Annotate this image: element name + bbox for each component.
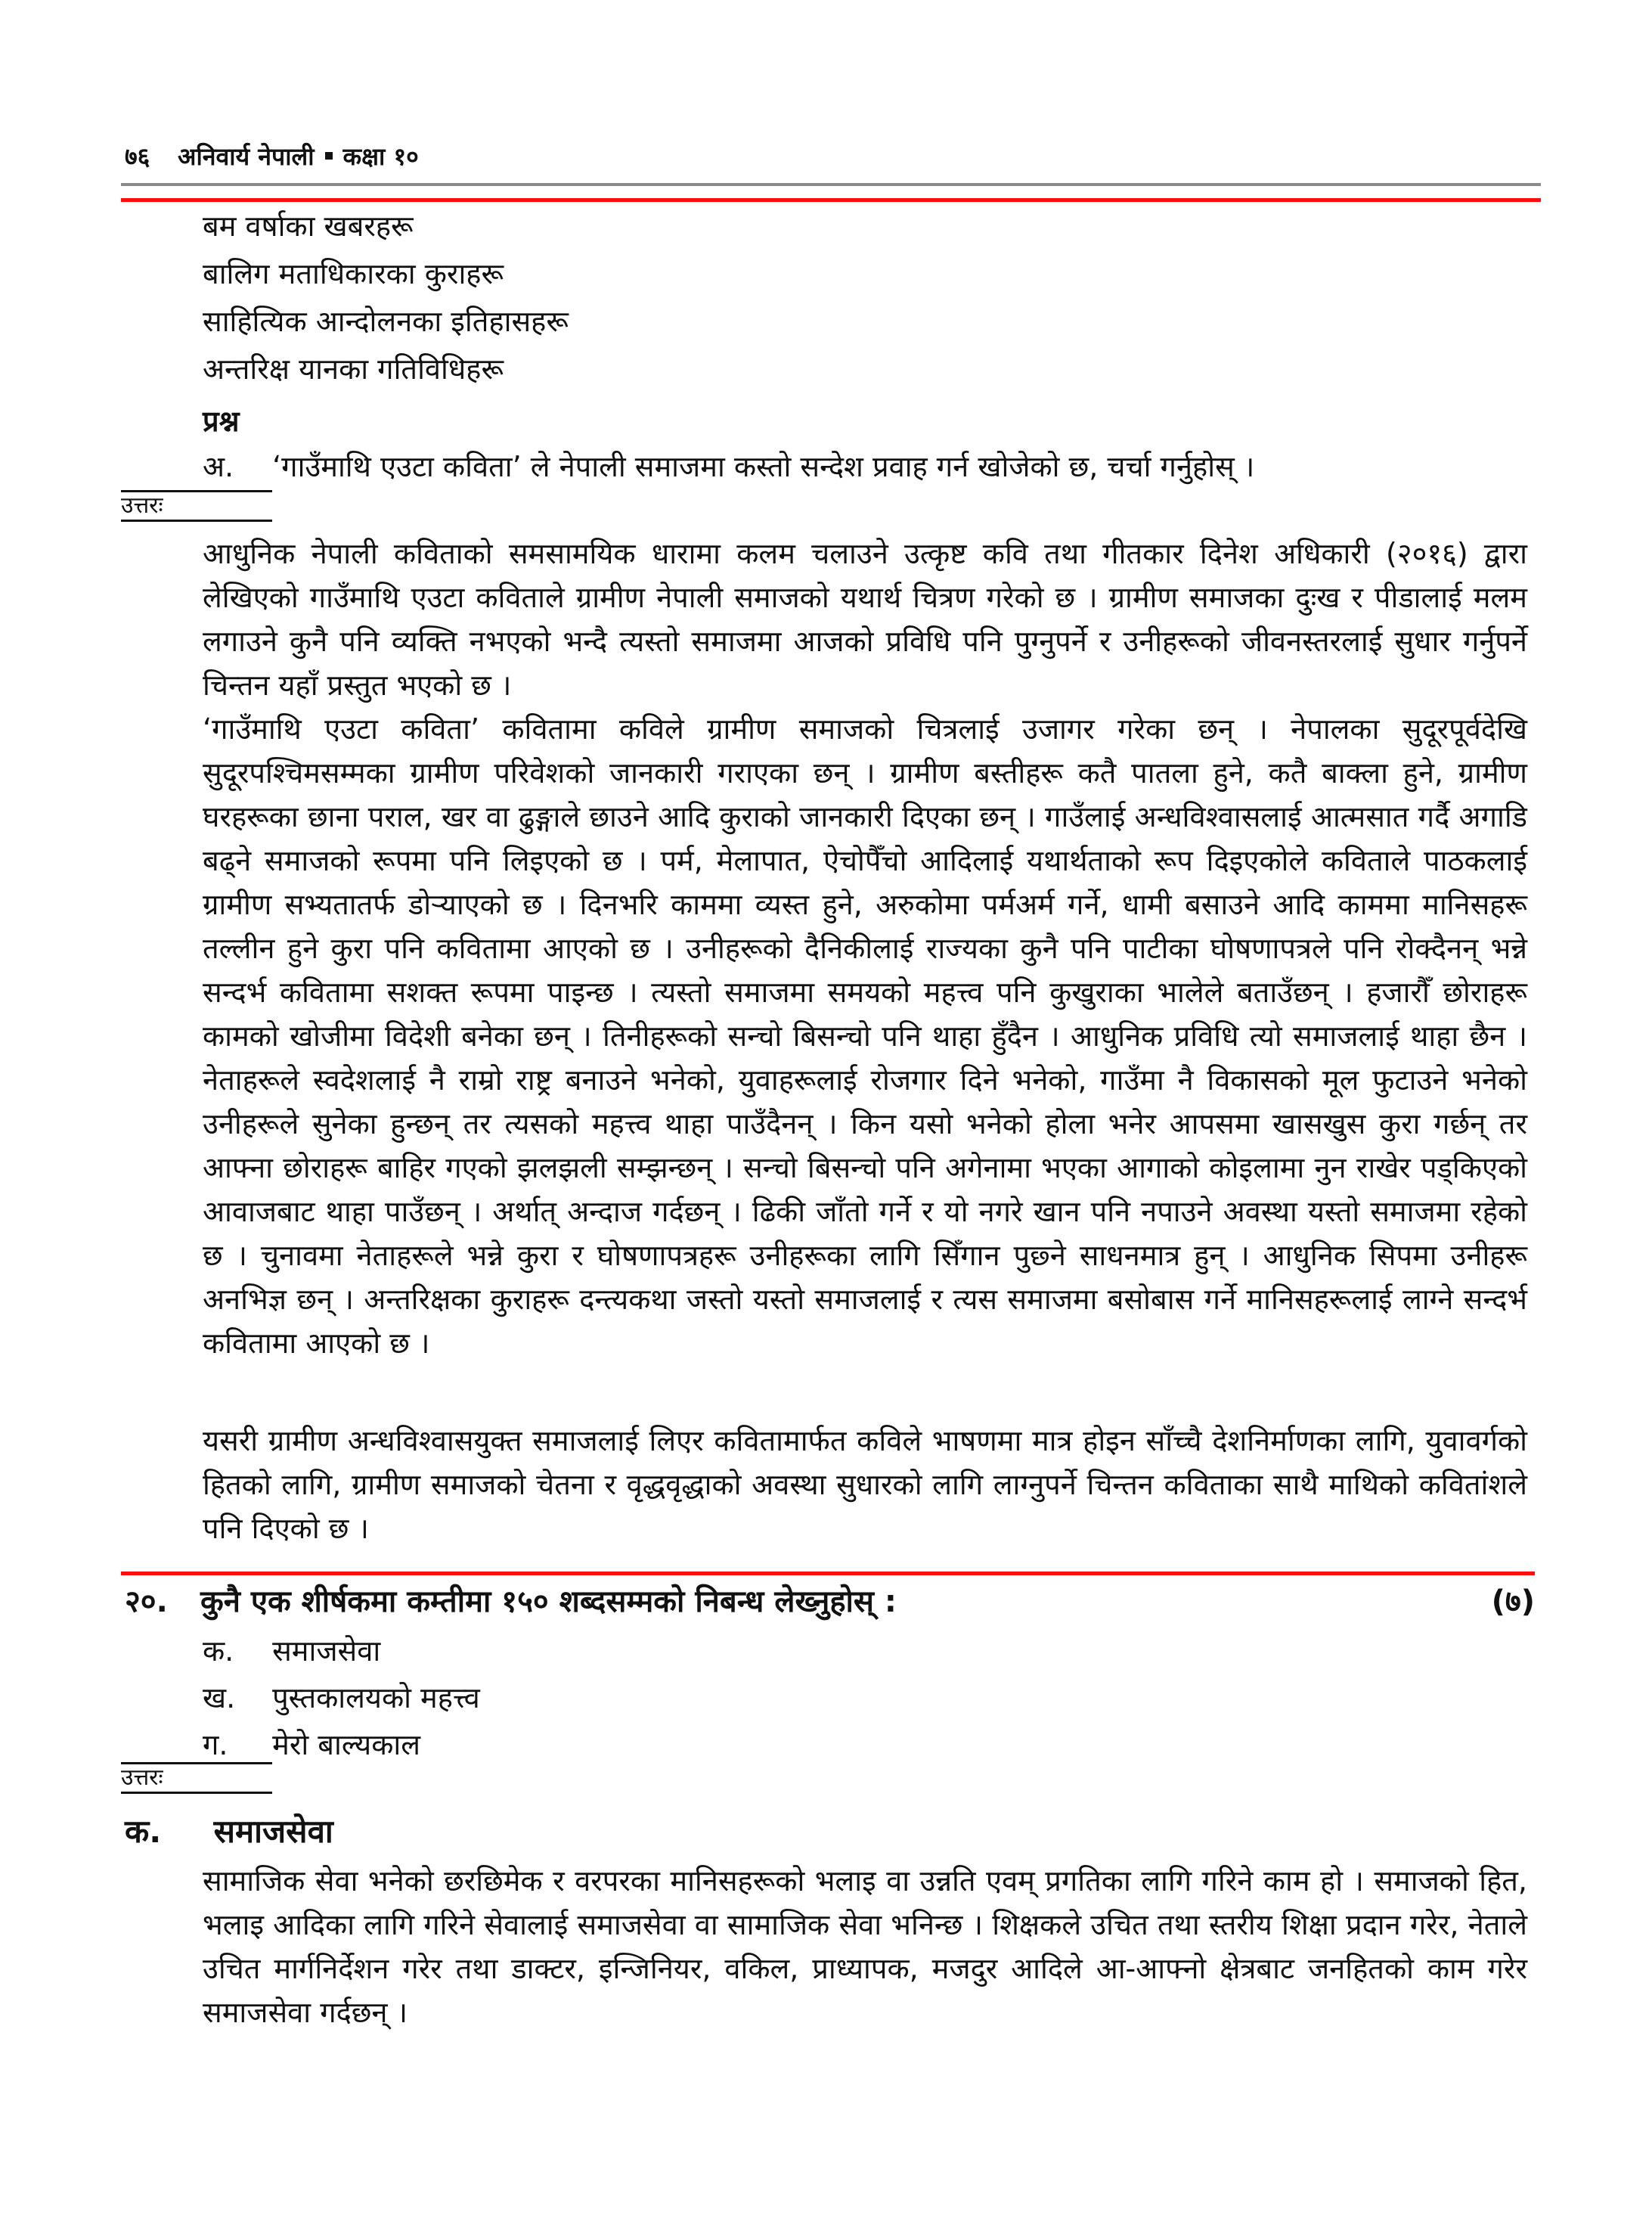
question-20 (125, 1578, 1535, 1626)
option-text: समाजसेवा (272, 1634, 381, 1668)
class-label: कक्षा १० (342, 141, 419, 171)
option-label: ख. (203, 1681, 236, 1714)
option-label: क. (203, 1634, 234, 1668)
list-line: साहित्यिक आन्दोलनका इतिहासहरू (203, 305, 569, 338)
question-label: अ. (203, 450, 234, 483)
option-item (203, 1627, 480, 1674)
question-text: कुनै एक शीर्षकमा कम्तीमा १५० शब्दसम्मको निबन्ध लेख्नुहोस् : (200, 1584, 897, 1619)
answer-label: उत्तरः (121, 1762, 272, 1794)
subheading-text: समाजसेवा (213, 1813, 333, 1850)
answer-paragraph: आधुनिक नेपाली कविताको समसामयिक धारामा कलम चलाउने उत्कृष्ट कवि तथा गीतकार दिनेश अधिकारी (२०१६) द्वारा लेखिएको गाउँमाथि एउटा कविताले ग्रामीण नेपाली समाजको यथार्थ चित्रण गरेको छ । ग्रामीण समाजका दुःख र पीडालाई मलम लगाउने कुनै पनि व्यक्ति नभएको भन्दै त्यस्तो समाजमा आजको प्रविधि पनि पुग्नुपर्ने र उनीहरूको जीवनस्तरलाई सुधार गर्नुपर्ने चिन्तन यहाँ प्रस्तुत भएको छ । (203, 537, 1527, 702)
square-bullet-icon (325, 152, 333, 160)
page-number: ७६ (125, 141, 150, 171)
essay-topic-options (203, 1627, 480, 1768)
option-item (203, 1674, 480, 1721)
question-number: २०. (125, 1584, 168, 1619)
essay-paragraph: सामाजिक सेवा भनेको छरछिमेक र वरपरका मानिसहरूको भलाइ वा उन्नति एवम् प्रगतिका लागि गरिने काम हो । समाजको हित, भलाइ आदिका लागि गरिने सेवालाई समाजसेवा वा सामाजिक सेवा भनिन्छ । शिक्षकले उचित तथा स्तरीय शिक्षा प्रदान गरेर, नेताले उचित मार्गनिर्देशन गरेर तथा डाक्टर, इन्जिनियर, वकिल, प्राध्यापक, मजदुर आदिले आ-आफ्नो क्षेत्रबाट जनहितको काम गरेर समाजसेवा गर्दछन् । (203, 1864, 1527, 2029)
page-header (125, 135, 419, 177)
header-rule-red (121, 198, 1541, 202)
option-text: पुस्तकालयको महत्त्व (272, 1681, 480, 1714)
option-text: मेरो बाल्यकाल (272, 1728, 421, 1761)
option-item (203, 1721, 480, 1768)
subheading-label: क. (125, 1813, 162, 1850)
question-text: ‘गाउँमाथि एउटा कविता’ ले नेपाली समाजमा कस्तो सन्देश प्रवाह गर्न खोजेको छ, चर्चा गर्नुहोस् । (272, 450, 1255, 483)
header-rule-gray (121, 183, 1541, 186)
question-line (203, 445, 1254, 489)
question-marks: (७) (1491, 1584, 1535, 1619)
book-title: अनिवार्य नेपाली (178, 141, 315, 171)
answer-label: उत्तरः (121, 490, 272, 522)
list-line: बम वर्षाका खबरहरू (203, 209, 414, 243)
question-heading: प्रश्न (203, 405, 240, 438)
answer-paragraph: यसरी ग्रामीण अन्धविश्वासयुक्त समाजलाई लिएर कवितामार्फत कविले भाषणमा मात्र होइन साँच्चै देशनिर्माणका लागि, युवावर्गको हितको लागि, ग्रामीण समाजको चेतना र वृद्धवृद्धाको अवस्था सुधारको लागि लाग्नुपर्ने चिन्तन कविताका साथै माथिको कवितांशले पनि दिएको छ । (203, 1424, 1527, 1545)
answer-paragraph: ‘गाउँमाथि एउटा कविता’ कवितामा कविले ग्रामीण समाजको चित्रलाई उजागर गरेका छन् । नेपालका सुदूरपूर्वदेखि सुदूरपश्चिमसम्मका ग्रामीण परिवेशको जानकारी गराएका छन् । ग्रामीण बस्तीहरू कतै पातला हुने, कतै बाक्ला हुने, ग्रामीण घरहरूका छाना पराल, खर वा ढुङ्गाले छाउने आदि कुराको जानकारी दिएका छन् । गाउँलाई अन्धविश्वासलाई आत्मसात गर्दै अगाडि बढ्ने समाजको रूपमा पनि लिइएको छ । पर्म, मेलापात, ऐचोपैँचो आदिलाई यथार्थताको रूप दिइएकोले कविताले पाठकलाई ग्रामीण सभ्यतातर्फ डोऱ्याएको छ । दिनभरि काममा व्यस्त हुने, अरुकोमा पर्मअर्म गर्ने, धामी बसाउने आदि काममा मानिसहरू तल्लीन हुने कुरा पनि कवितामा आएको छ । उनीहरूको दैनिकीलाई राज्यका कुनै पनि पाटीका घोषणापत्रले पनि रोक्दैनन् भन्ने सन्दर्भ कवितामा सशक्त रूपमा पाइन्छ । त्यस्तो समाजमा समयको महत्त्व पनि कुखुराका भालेले बताउँछन् । हजारौँ छोराहरू कामको खोजीमा विदेशी बनेका छन् । तिनीहरूको सन्चो बिसन्चो पनि थाहा हुँदैन । आधुनिक प्रविधि त्यो समाजलाई थाहा छैन । नेताहरूले स्वदेशलाई नै राम्रो राष्ट्र बनाउने भनेको, युवाहरूलाई रोजगार दिने भनेको, गाउँमा नै विकासको मूल फुटाउने भनेको उनीहरूले सुनेका हुन्छन् तर त्यसको महत्त्व थाहा पाउँदैनन् । किन यसो भनेको होला भनेर आपसमा खासखुस कुरा गर्छन् तर आफ्ना छोराहरू बाहिर गएको झलझली सम्झन्छन् । सन्चो बिसन्चो पनि अगेनामा भएका आगाको कोइलामा नुन राखेर पड्किएको आवाजबाट थाहा पाउँछन् । अर्थात् अन्दाज गर्दछन् । ढिकी जाँतो गर्ने र यो नगरे खान पनि नपाउने अवस्था यस्तो समाजमा रहेको छ । चुनावमा नेताहरूले भन्ने कुरा र घोषणापत्रहरू उनीहरूका लागि सिँगान पुछ्ने साधनमात्र हुन् । आधुनिक सिपमा उनीहरू अनभिज्ञ छन् । अन्तरिक्षका कुराहरू दन्त्यकथा जस्तो यस्तो समाजलाई र त्यस समाजमा बसोबास गर्ने मानिसहरूलाई लाग्ने सन्दर्भ कवितामा आएको छ । (203, 712, 1527, 1360)
poem-excerpt-lines (203, 203, 569, 393)
list-line: अन्तरिक्ष यानका गतिविधिहरू (203, 352, 504, 386)
essay-subheading (125, 1809, 333, 1854)
list-line: बालिग मताधिकारका कुराहरू (203, 257, 504, 290)
option-label: ग. (203, 1728, 228, 1761)
section-rule-red (121, 1572, 1535, 1575)
